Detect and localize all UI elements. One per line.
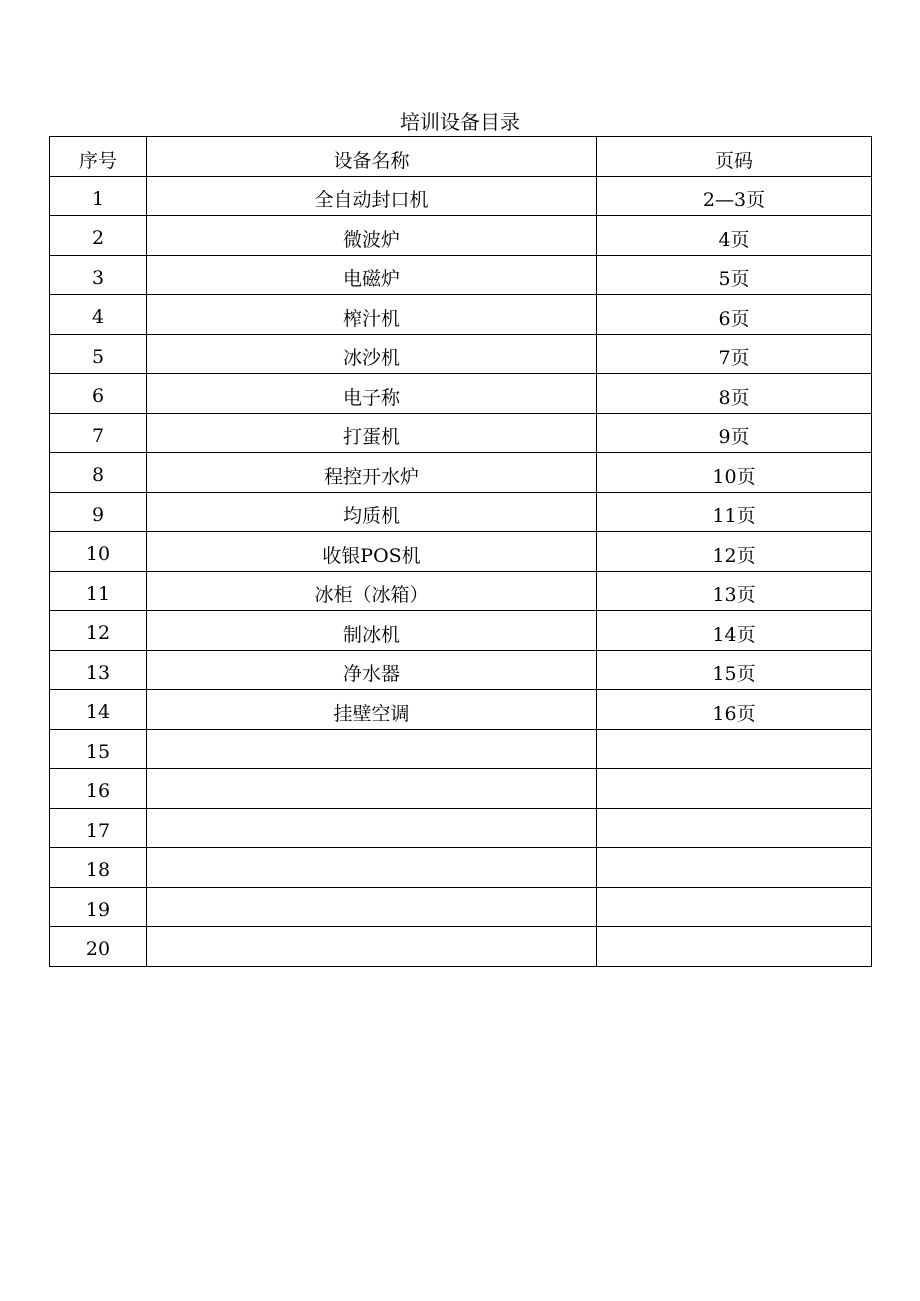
row-page-cell: 6页 <box>597 295 872 335</box>
row-name-cell: 电磁炉 <box>147 255 597 295</box>
row-index-cell: 17 <box>50 808 147 848</box>
row-page-cell: 9页 <box>597 413 872 453</box>
page-title: 培训设备目录 <box>400 110 520 134</box>
row-index-cell: 6 <box>50 374 147 414</box>
table-row <box>50 176 872 216</box>
row-index-cell: 2 <box>50 216 147 256</box>
table-row <box>50 295 872 335</box>
row-index-cell: 9 <box>50 492 147 532</box>
row-name-cell: 冰沙机 <box>147 334 597 374</box>
table-row <box>50 492 872 532</box>
row-name-cell: 电子称 <box>147 374 597 414</box>
row-name-cell <box>147 808 597 848</box>
row-name-cell: 制冰机 <box>147 611 597 651</box>
header-row <box>50 137 872 177</box>
row-name-cell: 程控开水炉 <box>147 453 597 493</box>
table-row <box>50 413 872 453</box>
table-row <box>50 769 872 809</box>
table-row <box>50 808 872 848</box>
row-page-cell: 12页 <box>597 532 872 572</box>
row-name-cell: 净水器 <box>147 650 597 690</box>
table-row <box>50 374 872 414</box>
table-row <box>50 650 872 690</box>
row-name-cell <box>147 769 597 809</box>
row-page-cell <box>597 887 872 927</box>
table-row <box>50 216 872 256</box>
row-index-cell: 15 <box>50 729 147 769</box>
row-page-cell: 5页 <box>597 255 872 295</box>
equipment-catalog-table <box>49 136 872 967</box>
row-name-cell: 挂壁空调 <box>147 690 597 730</box>
row-page-cell: 10页 <box>597 453 872 493</box>
row-page-cell: 16页 <box>597 690 872 730</box>
table-row <box>50 690 872 730</box>
row-index-cell: 8 <box>50 453 147 493</box>
row-page-cell: 14页 <box>597 611 872 651</box>
table-row <box>50 453 872 493</box>
table-row <box>50 334 872 374</box>
row-name-cell: 打蛋机 <box>147 413 597 453</box>
row-index-cell: 13 <box>50 650 147 690</box>
row-index-cell: 4 <box>50 295 147 335</box>
row-index-cell: 11 <box>50 571 147 611</box>
table-row <box>50 571 872 611</box>
row-index-cell: 7 <box>50 413 147 453</box>
row-page-cell: 7页 <box>597 334 872 374</box>
row-index-cell: 1 <box>50 176 147 216</box>
table-row <box>50 729 872 769</box>
row-name-cell: 冰柜（冰箱） <box>147 571 597 611</box>
row-index-cell: 12 <box>50 611 147 651</box>
row-index-cell: 14 <box>50 690 147 730</box>
row-page-cell <box>597 808 872 848</box>
row-name-cell: 均质机 <box>147 492 597 532</box>
header-name: 设备名称 <box>147 137 597 177</box>
row-page-cell <box>597 848 872 888</box>
row-index-cell: 5 <box>50 334 147 374</box>
row-name-cell <box>147 927 597 967</box>
row-name-cell: 榨汁机 <box>147 295 597 335</box>
row-index-cell: 16 <box>50 769 147 809</box>
row-index-cell: 20 <box>50 927 147 967</box>
table-row <box>50 532 872 572</box>
row-page-cell <box>597 729 872 769</box>
row-index-cell: 10 <box>50 532 147 572</box>
row-index-cell: 3 <box>50 255 147 295</box>
header-index: 序号 <box>50 137 147 177</box>
row-name-cell <box>147 729 597 769</box>
row-page-cell: 13页 <box>597 571 872 611</box>
table-header <box>50 137 872 177</box>
row-page-cell: 15页 <box>597 650 872 690</box>
table-row <box>50 611 872 651</box>
row-name-cell: 微波炉 <box>147 216 597 256</box>
row-index-cell: 19 <box>50 887 147 927</box>
row-page-cell <box>597 927 872 967</box>
table-row <box>50 927 872 967</box>
table-row <box>50 255 872 295</box>
row-page-cell: 8页 <box>597 374 872 414</box>
row-index-cell: 18 <box>50 848 147 888</box>
row-name-cell: 收银POS机 <box>147 532 597 572</box>
row-page-cell: 4页 <box>597 216 872 256</box>
header-page: 页码 <box>597 137 872 177</box>
table-row <box>50 848 872 888</box>
table-row <box>50 887 872 927</box>
row-name-cell <box>147 887 597 927</box>
row-name-cell <box>147 848 597 888</box>
row-name-cell: 全自动封口机 <box>147 176 597 216</box>
table-body <box>50 176 872 966</box>
row-page-cell: 11页 <box>597 492 872 532</box>
row-page-cell <box>597 769 872 809</box>
row-page-cell: 2—3页 <box>597 176 872 216</box>
